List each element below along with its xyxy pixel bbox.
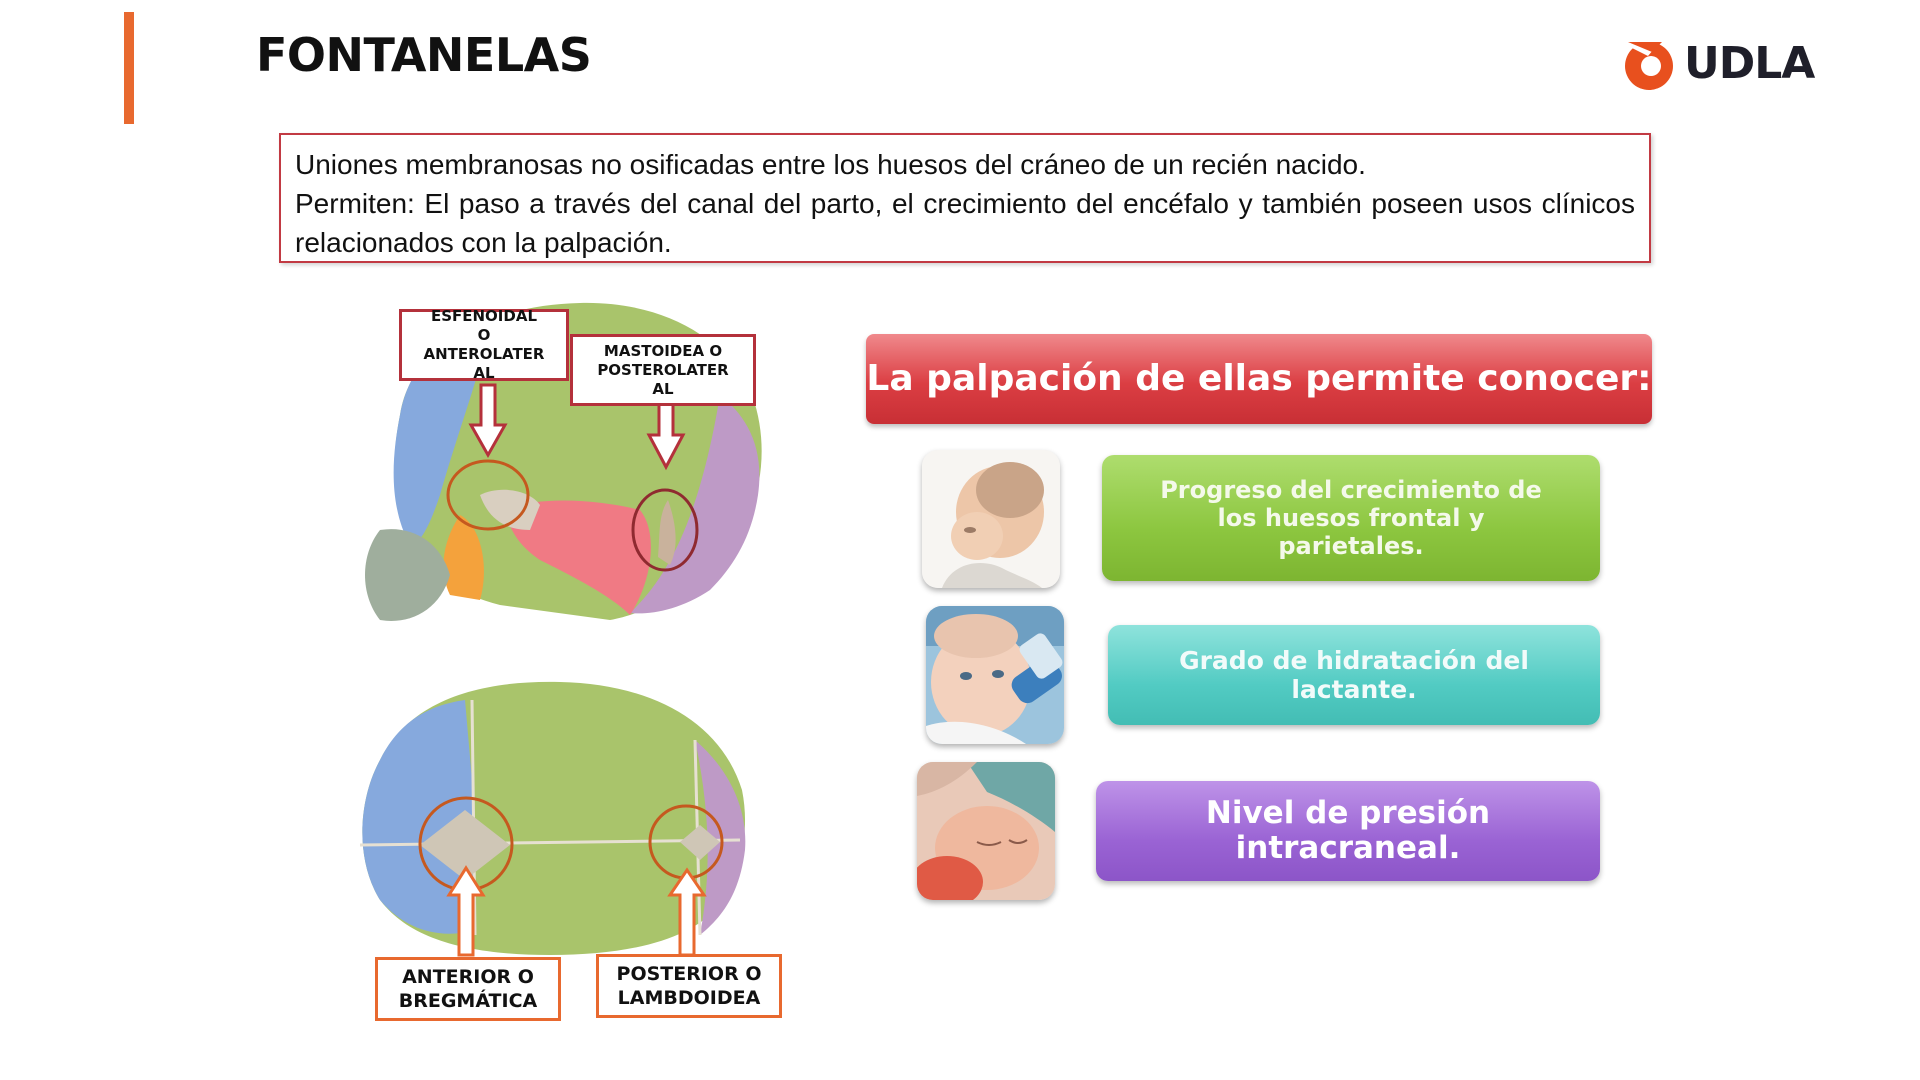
udla-logo-icon [1618,36,1682,92]
label-posterior-line-1: POSTERIOR O [616,963,762,985]
label-sphenoid-line-3: ANTEROLATER [423,345,545,363]
sleeping-baby-photo [917,762,1055,900]
udla-logo [1618,36,1815,92]
label-sphenoid-line-2: O [477,326,491,344]
label-mastoid-line-2: POSTEROLATER [597,360,729,379]
page-title: FONTANELAS [256,28,592,82]
card-intracranial-pressure [1096,781,1600,881]
label-sphenoid-line-1: ESFENOIDAL [430,307,538,325]
card-hydration-text: Grado de hidratación del lactante. [1179,646,1529,704]
label-mastoid-line-1: MASTOIDEA O [603,341,723,360]
label-anterior-line-2: BREGMÁTICA [398,990,538,1012]
card-bone-growth-text: Progreso del crecimiento de los huesos frontal y parietales. [1160,476,1542,560]
superior-skull-illustration [350,680,750,960]
label-mastoid-fontanelle [570,334,756,406]
description-box [279,133,1651,263]
label-sphenoid-line-4: AL [473,364,495,382]
label-anterior-fontanelle [375,957,561,1021]
label-posterior-fontanelle [596,954,782,1018]
palpation-banner: La palpación de ellas permite conocer: [866,334,1652,424]
logo-text: UDLA [1684,38,1815,89]
description-line-2: Permiten: El paso a través del canal del parto, el crecimiento del encéfalo y también poseen usos clínicos relacionados con la palpación. [295,188,1635,258]
title-accent-bar [124,12,134,124]
description-line-1: Uniones membranosas no osificadas entre los huesos del cráneo de un recién nacido. [295,149,1366,180]
label-mastoid-line-3: AL [652,379,674,398]
card-hydration [1108,625,1600,725]
card-bone-growth [1102,455,1600,581]
label-posterior-line-2: LAMBDOIDEA [617,987,761,1009]
card-intracranial-pressure-text: Nivel de presión intracraneal. [1205,795,1491,866]
baby-head-photo [922,450,1060,588]
baby-drinking-photo [926,606,1064,744]
label-sphenoid-fontanelle [399,309,569,381]
label-anterior-line-1: ANTERIOR O [402,966,534,988]
